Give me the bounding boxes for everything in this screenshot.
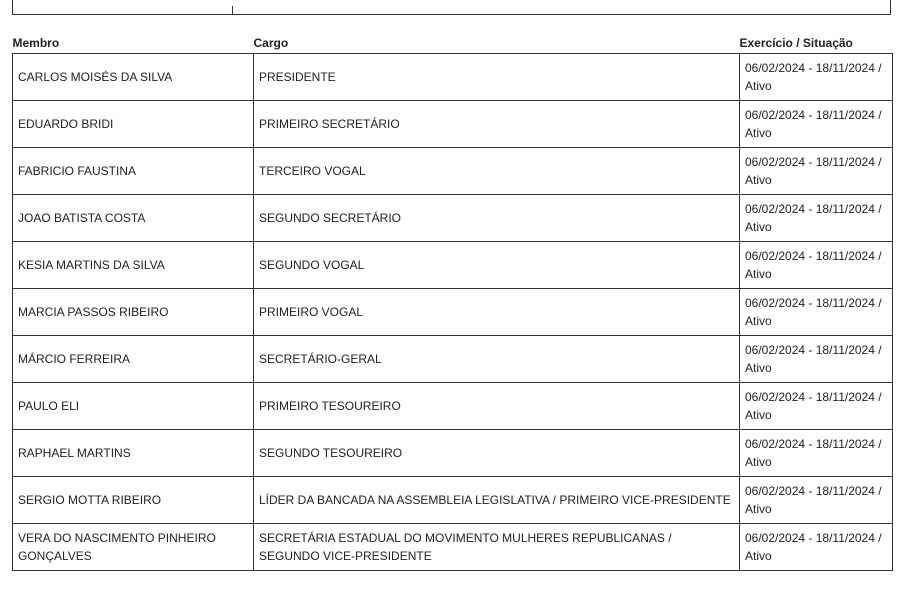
member-name-cell: VERA DO NASCIMENTO PINHEIRO GONÇALVES: [13, 524, 254, 571]
term-status-cell: 06/02/2024 - 18/11/2024 / Ativo: [740, 430, 893, 477]
frame-left-border: [12, 0, 13, 14]
table-header: [13, 34, 893, 54]
member-name-cell: CARLOS MOISÉS DA SILVA: [13, 54, 254, 101]
role-cell: SEGUNDO TESOUREIRO: [254, 430, 740, 477]
term-status-cell: 06/02/2024 - 18/11/2024 / Ativo: [740, 524, 893, 571]
role-cell: PRIMEIRO VOGAL: [254, 289, 740, 336]
table-row: [13, 430, 893, 477]
member-name-cell: KESIA MARTINS DA SILVA: [13, 242, 254, 289]
table-body: [13, 54, 893, 571]
table-row: [13, 383, 893, 430]
header-membro: Membro: [12, 36, 60, 50]
header-cargo: Cargo: [253, 36, 289, 50]
table-row: [13, 101, 893, 148]
term-status-cell: 06/02/2024 - 18/11/2024 / Ativo: [740, 336, 893, 383]
role-cell: PRESIDENTE: [254, 54, 740, 101]
member-name-cell: PAULO ELI: [13, 383, 254, 430]
table-row: [13, 54, 893, 101]
member-name-cell: JOAO BATISTA COSTA: [13, 195, 254, 242]
table-row: [13, 148, 893, 195]
member-name-cell: EDUARDO BRIDI: [13, 101, 254, 148]
role-cell: PRIMEIRO TESOUREIRO: [254, 383, 740, 430]
term-status-cell: 06/02/2024 - 18/11/2024 / Ativo: [740, 289, 893, 336]
member-name-cell: MÁRCIO FERREIRA: [13, 336, 254, 383]
members-table: [12, 34, 893, 571]
header-row: [13, 34, 893, 54]
table-row: [13, 195, 893, 242]
term-status-cell: 06/02/2024 - 18/11/2024 / Ativo: [740, 242, 893, 289]
frame-right-border: [890, 0, 891, 14]
table-row: [13, 336, 893, 383]
previous-table-bottom-edge: [12, 0, 891, 15]
table-row: [13, 524, 893, 571]
header-exercicio-situacao: Exercício / Situação: [739, 36, 853, 50]
role-cell: SEGUNDO VOGAL: [254, 242, 740, 289]
role-cell: SEGUNDO SECRETÁRIO: [254, 195, 740, 242]
role-cell: PRIMEIRO SECRETÁRIO: [254, 101, 740, 148]
term-status-cell: 06/02/2024 - 18/11/2024 / Ativo: [740, 54, 893, 101]
members-table-container: [12, 34, 892, 571]
term-status-cell: 06/02/2024 - 18/11/2024 / Ativo: [740, 477, 893, 524]
role-cell: SECRETÁRIA ESTADUAL DO MOVIMENTO MULHERES REPUBLICANAS / SEGUNDO VICE-PRESIDENTE: [254, 524, 740, 571]
member-name-cell: FABRICIO FAUSTINA: [13, 148, 254, 195]
table-row: [13, 289, 893, 336]
term-status-cell: 06/02/2024 - 18/11/2024 / Ativo: [740, 148, 893, 195]
member-name-cell: SERGIO MOTTA RIBEIRO: [13, 477, 254, 524]
role-cell: SECRETÁRIO-GERAL: [254, 336, 740, 383]
term-status-cell: 06/02/2024 - 18/11/2024 / Ativo: [740, 195, 893, 242]
member-name-cell: RAPHAEL MARTINS: [13, 430, 254, 477]
role-cell: LÍDER DA BANCADA NA ASSEMBLEIA LEGISLATIVA / PRIMEIRO VICE-PRESIDENTE: [254, 477, 740, 524]
frame-column-divider: [232, 6, 233, 14]
role-cell: TERCEIRO VOGAL: [254, 148, 740, 195]
term-status-cell: 06/02/2024 - 18/11/2024 / Ativo: [740, 101, 893, 148]
table-row: [13, 477, 893, 524]
member-name-cell: MARCIA PASSOS RIBEIRO: [13, 289, 254, 336]
table-row: [13, 242, 893, 289]
term-status-cell: 06/02/2024 - 18/11/2024 / Ativo: [740, 383, 893, 430]
